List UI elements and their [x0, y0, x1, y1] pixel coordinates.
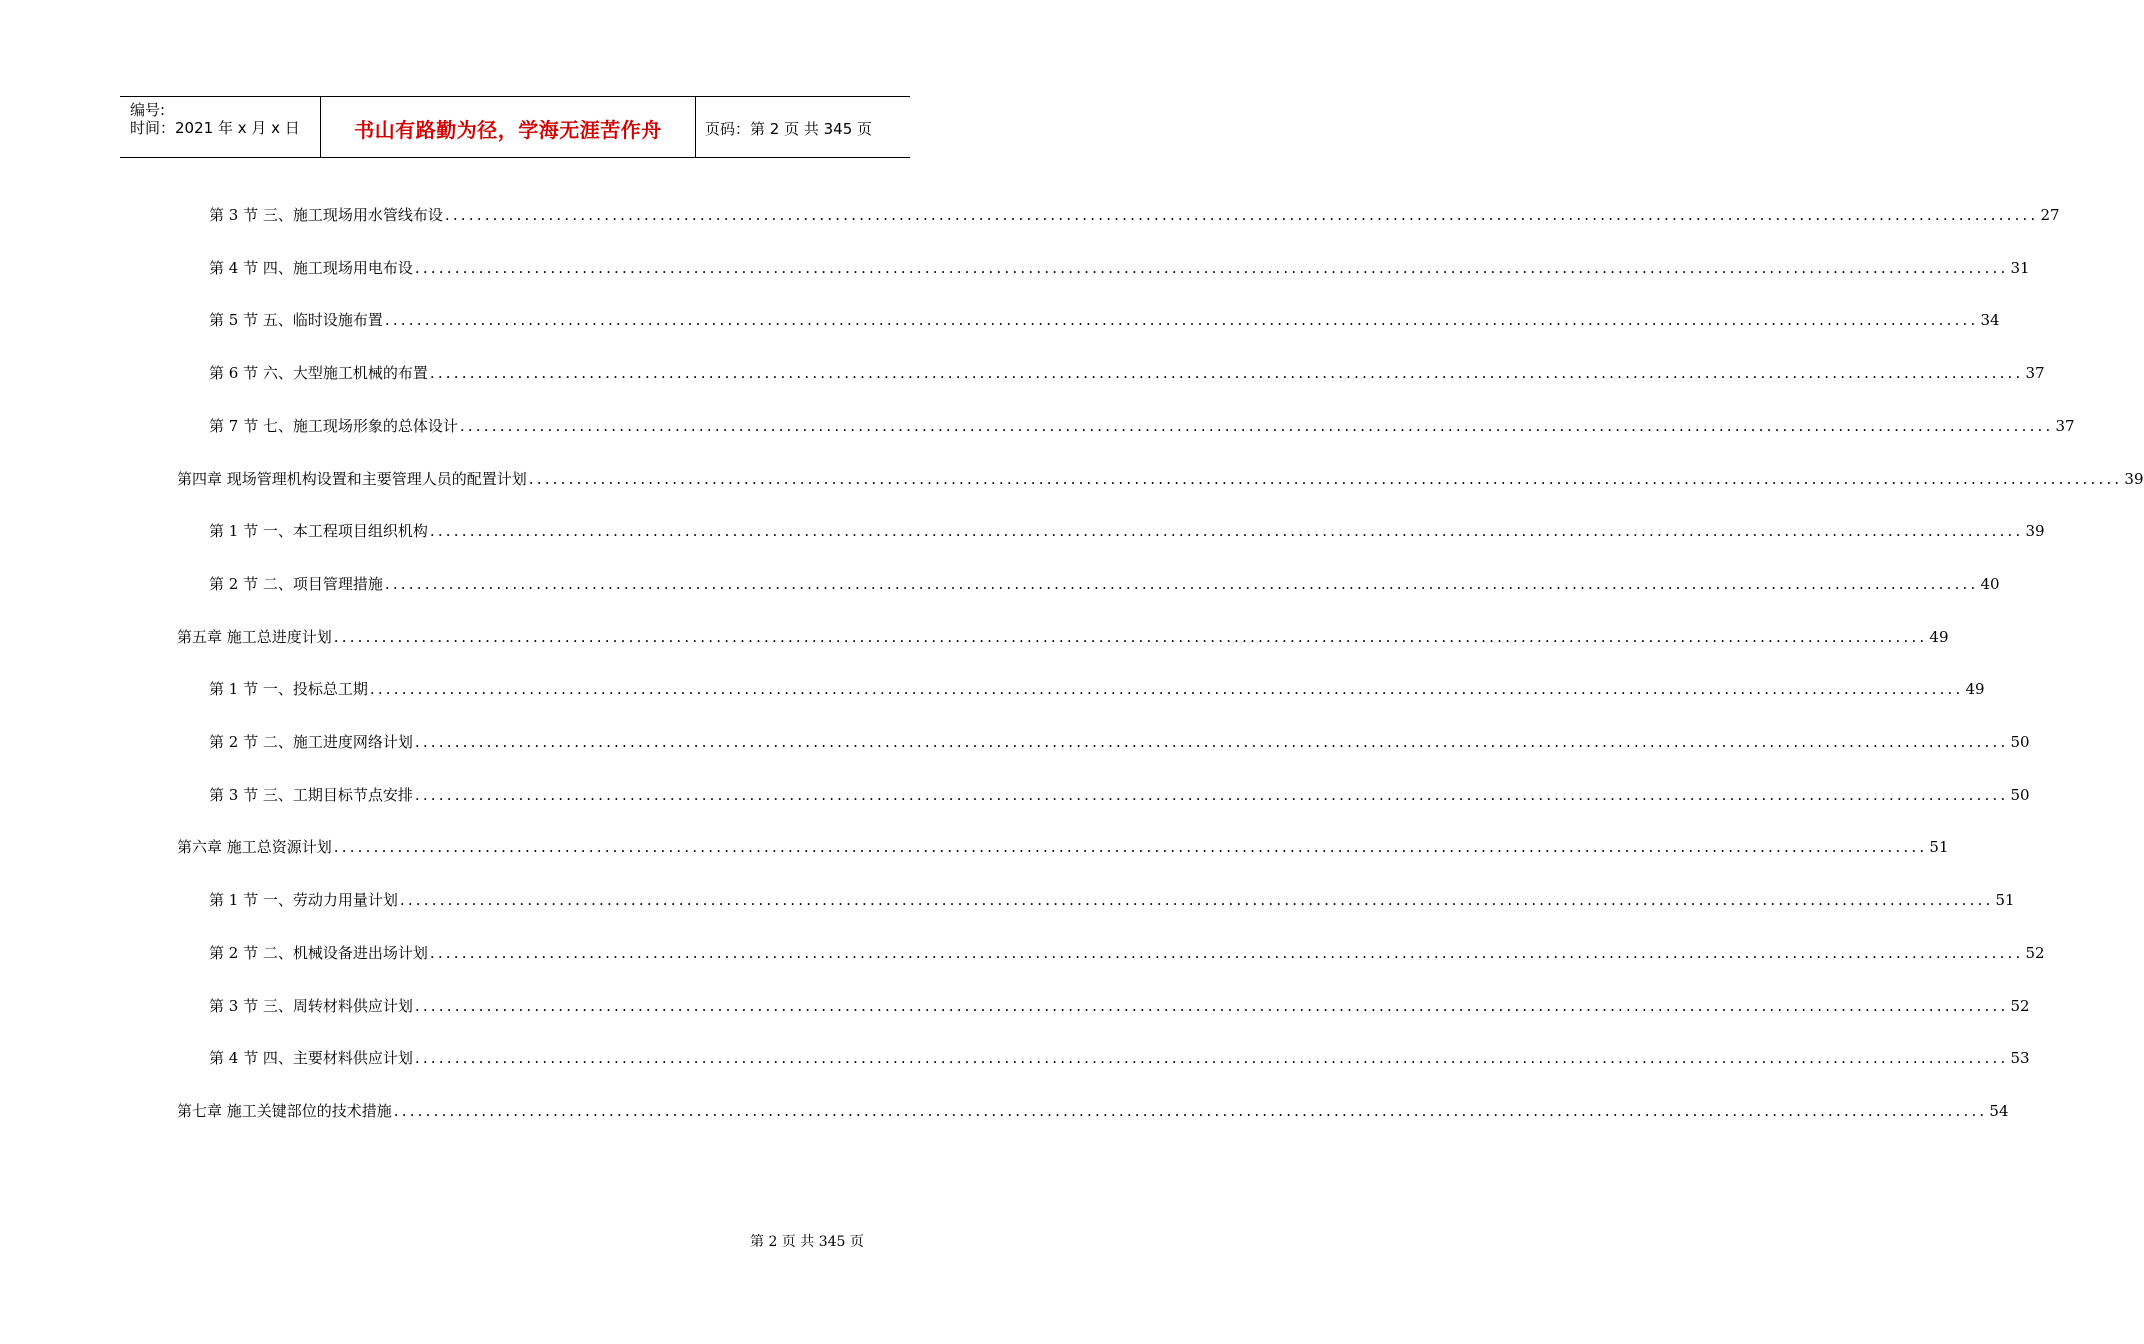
toc-dot-leader: ........................................................................................................................................................................................................ [393, 1102, 1988, 1120]
toc-dot-leader: ........................................................................................................................................................................................................ [459, 417, 2054, 435]
toc-section-entry[interactable] [209, 204, 2060, 226]
toc-dot-leader: ........................................................................................................................................................................................................ [528, 470, 2123, 488]
toc-entry-title: 第四章 现场管理机构设置和主要管理人员的配置计划 [177, 470, 527, 488]
toc-entry-title: 第六章 施工总资源计划 [177, 838, 332, 856]
toc-entry-page-number: 52 [2010, 997, 2030, 1015]
toc-dot-leader: ........................................................................................................................................................................................................ [399, 891, 1994, 909]
toc-chapter-entry[interactable] [177, 1100, 2009, 1122]
footer-page-info: 第 2 页 共 345 页 [750, 1234, 864, 1250]
toc-entry-title: 第 1 节 一、劳动力用量计划 [209, 891, 398, 909]
toc-entry-page-number: 27 [2040, 206, 2060, 224]
toc-section-entry[interactable] [209, 309, 2000, 331]
page-header [120, 96, 910, 158]
toc-section-entry[interactable] [209, 520, 2045, 542]
toc-entry-title: 第 7 节 七、施工现场形象的总体设计 [209, 417, 458, 435]
toc-entry-page-number: 54 [1989, 1102, 2009, 1120]
document-time: 时间：2021 年 x 月 x 日 [130, 119, 300, 137]
toc-entry-title: 第 2 节 二、施工进度网络计划 [209, 733, 413, 751]
toc-section-entry[interactable] [209, 678, 1985, 700]
toc-dot-leader: ........................................................................................................................................................................................................ [414, 786, 2009, 804]
toc-section-entry[interactable] [209, 731, 2030, 753]
toc-dot-leader: ........................................................................................................................................................................................................ [384, 311, 1979, 329]
toc-chapter-entry[interactable] [177, 626, 1949, 648]
toc-entry-title: 第七章 施工关键部位的技术措施 [177, 1102, 392, 1120]
toc-section-entry[interactable] [209, 1047, 2030, 1069]
toc-dot-leader: ........................................................................................................................................................................................................ [444, 206, 2039, 224]
toc-entry-title: 第五章 施工总进度计划 [177, 628, 332, 646]
header-right-cell [695, 97, 910, 157]
header-motto-cell [320, 97, 696, 157]
toc-entry-page-number: 53 [2010, 1049, 2030, 1067]
toc-dot-leader: ........................................................................................................................................................................................................ [414, 997, 2009, 1015]
toc-dot-leader: ........................................................................................................................................................................................................ [429, 522, 2024, 540]
header-left-cell [120, 97, 320, 157]
toc-entry-page-number: 39 [2124, 470, 2144, 488]
toc-section-entry[interactable] [209, 995, 2030, 1017]
toc-dot-leader: ........................................................................................................................................................................................................ [384, 575, 1979, 593]
toc-dot-leader: ........................................................................................................................................................................................................ [333, 628, 1928, 646]
toc-entry-title: 第 4 节 四、主要材料供应计划 [209, 1049, 413, 1067]
toc-entry-page-number: 40 [1980, 575, 2000, 593]
toc-dot-leader: ........................................................................................................................................................................................................ [414, 259, 2009, 277]
toc-chapter-entry[interactable] [177, 836, 1949, 858]
toc-section-entry[interactable] [209, 784, 2030, 806]
toc-entry-page-number: 49 [1965, 680, 1985, 698]
toc-entry-page-number: 50 [2010, 786, 2030, 804]
toc-entry-page-number: 34 [1980, 311, 2000, 329]
toc-entry-page-number: 37 [2055, 417, 2075, 435]
toc-section-entry[interactable] [209, 942, 2045, 964]
toc-section-entry[interactable] [209, 362, 2045, 384]
toc-entry-title: 第 3 节 三、施工现场用水管线布设 [209, 206, 443, 224]
toc-entry-page-number: 52 [2025, 944, 2045, 962]
toc-dot-leader: ........................................................................................................................................................................................................ [369, 680, 1964, 698]
toc-entry-page-number: 37 [2025, 364, 2045, 382]
toc-entry-title: 第 2 节 二、机械设备进出场计划 [209, 944, 428, 962]
toc-dot-leader: ........................................................................................................................................................................................................ [414, 733, 2009, 751]
toc-entry-title: 第 6 节 六、大型施工机械的布置 [209, 364, 428, 382]
toc-section-entry[interactable] [209, 889, 2015, 911]
header-motto: 书山有路勤为径，学海无涯苦作舟 [354, 118, 662, 142]
toc-entry-page-number: 49 [1929, 628, 1949, 646]
toc-section-entry[interactable] [209, 415, 2075, 437]
toc-section-entry[interactable] [209, 257, 2030, 279]
toc-section-entry[interactable] [209, 573, 2000, 595]
toc-entry-title: 第 4 节 四、施工现场用电布设 [209, 259, 413, 277]
toc-dot-leader: ........................................................................................................................................................................................................ [429, 944, 2024, 962]
toc-dot-leader: ........................................................................................................................................................................................................ [429, 364, 2024, 382]
document-code-label: 编号: [130, 101, 166, 119]
toc-entry-title: 第 2 节 二、项目管理措施 [209, 575, 383, 593]
toc-entry-title: 第 1 节 一、本工程项目组织机构 [209, 522, 428, 540]
toc-entry-title: 第 1 节 一、投标总工期 [209, 680, 368, 698]
toc-entry-page-number: 51 [1995, 891, 2015, 909]
toc-dot-leader: ........................................................................................................................................................................................................ [414, 1049, 2009, 1067]
toc-dot-leader: ........................................................................................................................................................................................................ [333, 838, 1928, 856]
toc-entry-title: 第 5 节 五、临时设施布置 [209, 311, 383, 329]
toc-entry-title: 第 3 节 三、工期目标节点安排 [209, 786, 413, 804]
toc-entry-page-number: 51 [1929, 838, 1949, 856]
toc-entry-page-number: 50 [2010, 733, 2030, 751]
toc-entry-page-number: 31 [2010, 259, 2030, 277]
header-page-info: 页码：第 2 页 共 345 页 [705, 120, 873, 138]
toc-entry-title: 第 3 节 三、周转材料供应计划 [209, 997, 413, 1015]
toc-entry-page-number: 39 [2025, 522, 2045, 540]
toc-chapter-entry[interactable] [177, 468, 2144, 490]
